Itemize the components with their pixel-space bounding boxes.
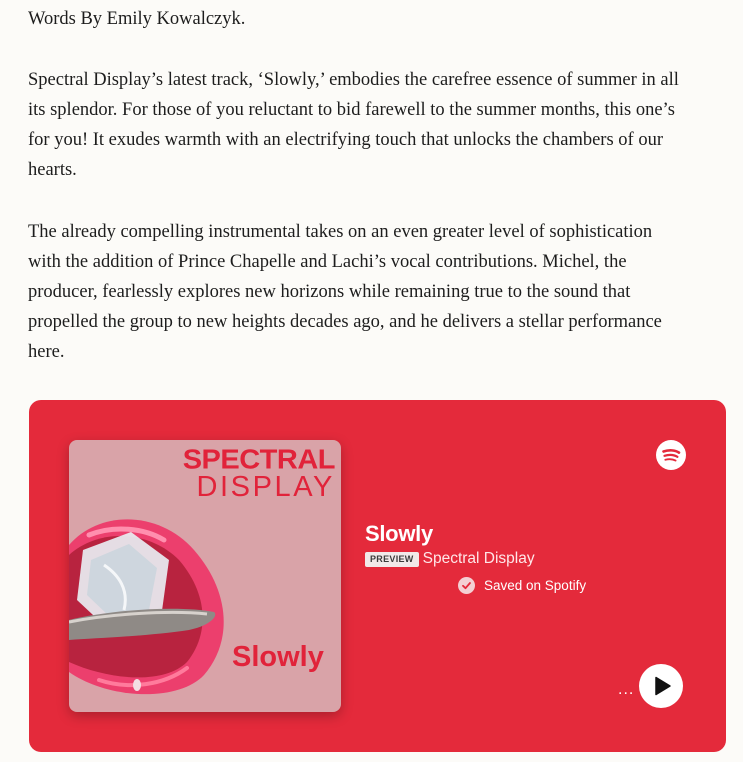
article-paragraph-2 [28,217,728,367]
track-title[interactable]: Slowly [365,521,433,546]
play-button[interactable] [639,664,683,708]
paragraph-line: producer, fearlessly explores new horizons while remaining true to the sound that [28,282,631,302]
paragraph-line: propelled the group to new heights decades ago, and he delivers a stellar performance [28,312,662,332]
play-icon [639,664,683,708]
saved-on-spotify-button[interactable] [458,577,586,594]
paragraph-line: here. [28,342,65,362]
spotify-icon[interactable] [656,440,686,470]
track-meta [365,520,535,568]
paragraph-line: its splendor. For those of you reluctant to bid farewell to the summer months, this one’s [28,100,675,120]
artist-name[interactable]: Spectral Display [422,550,535,567]
paragraph-line: The already compelling instrumental takes on an even greater level of sophistication [28,222,653,242]
preview-badge: PREVIEW [365,552,419,567]
paragraph-line: Spectral Display’s latest track, ‘Slowly,’ embodies the carefree essence of summer in all [28,70,679,90]
cover-title-line-1: SPECTRAL [182,444,335,476]
spotify-logo-waves [656,440,686,470]
check-mark [461,580,472,591]
spotify-embed-player [29,400,726,752]
paragraph-line: hearts. [28,160,77,180]
album-cover[interactable] [69,440,341,712]
paragraph-line: for you! It exudes warmth with an electrifying touch that unlocks the chambers of our [28,130,663,150]
cover-title-line-2: DISPLAY [196,471,335,503]
check-circle-icon [458,577,475,594]
more-icon[interactable]: ... [618,681,635,698]
artist-row [365,550,535,568]
saved-label: Saved on Spotify [484,578,587,593]
article-paragraph-1 [28,65,728,185]
paragraph-line: with the addition of Prince Chapelle and Lachi’s vocal contributions. Michel, the [28,252,627,272]
byline: Words By Emily Kowalczyk. [28,9,246,29]
cover-song-title: Slowly [232,641,324,673]
